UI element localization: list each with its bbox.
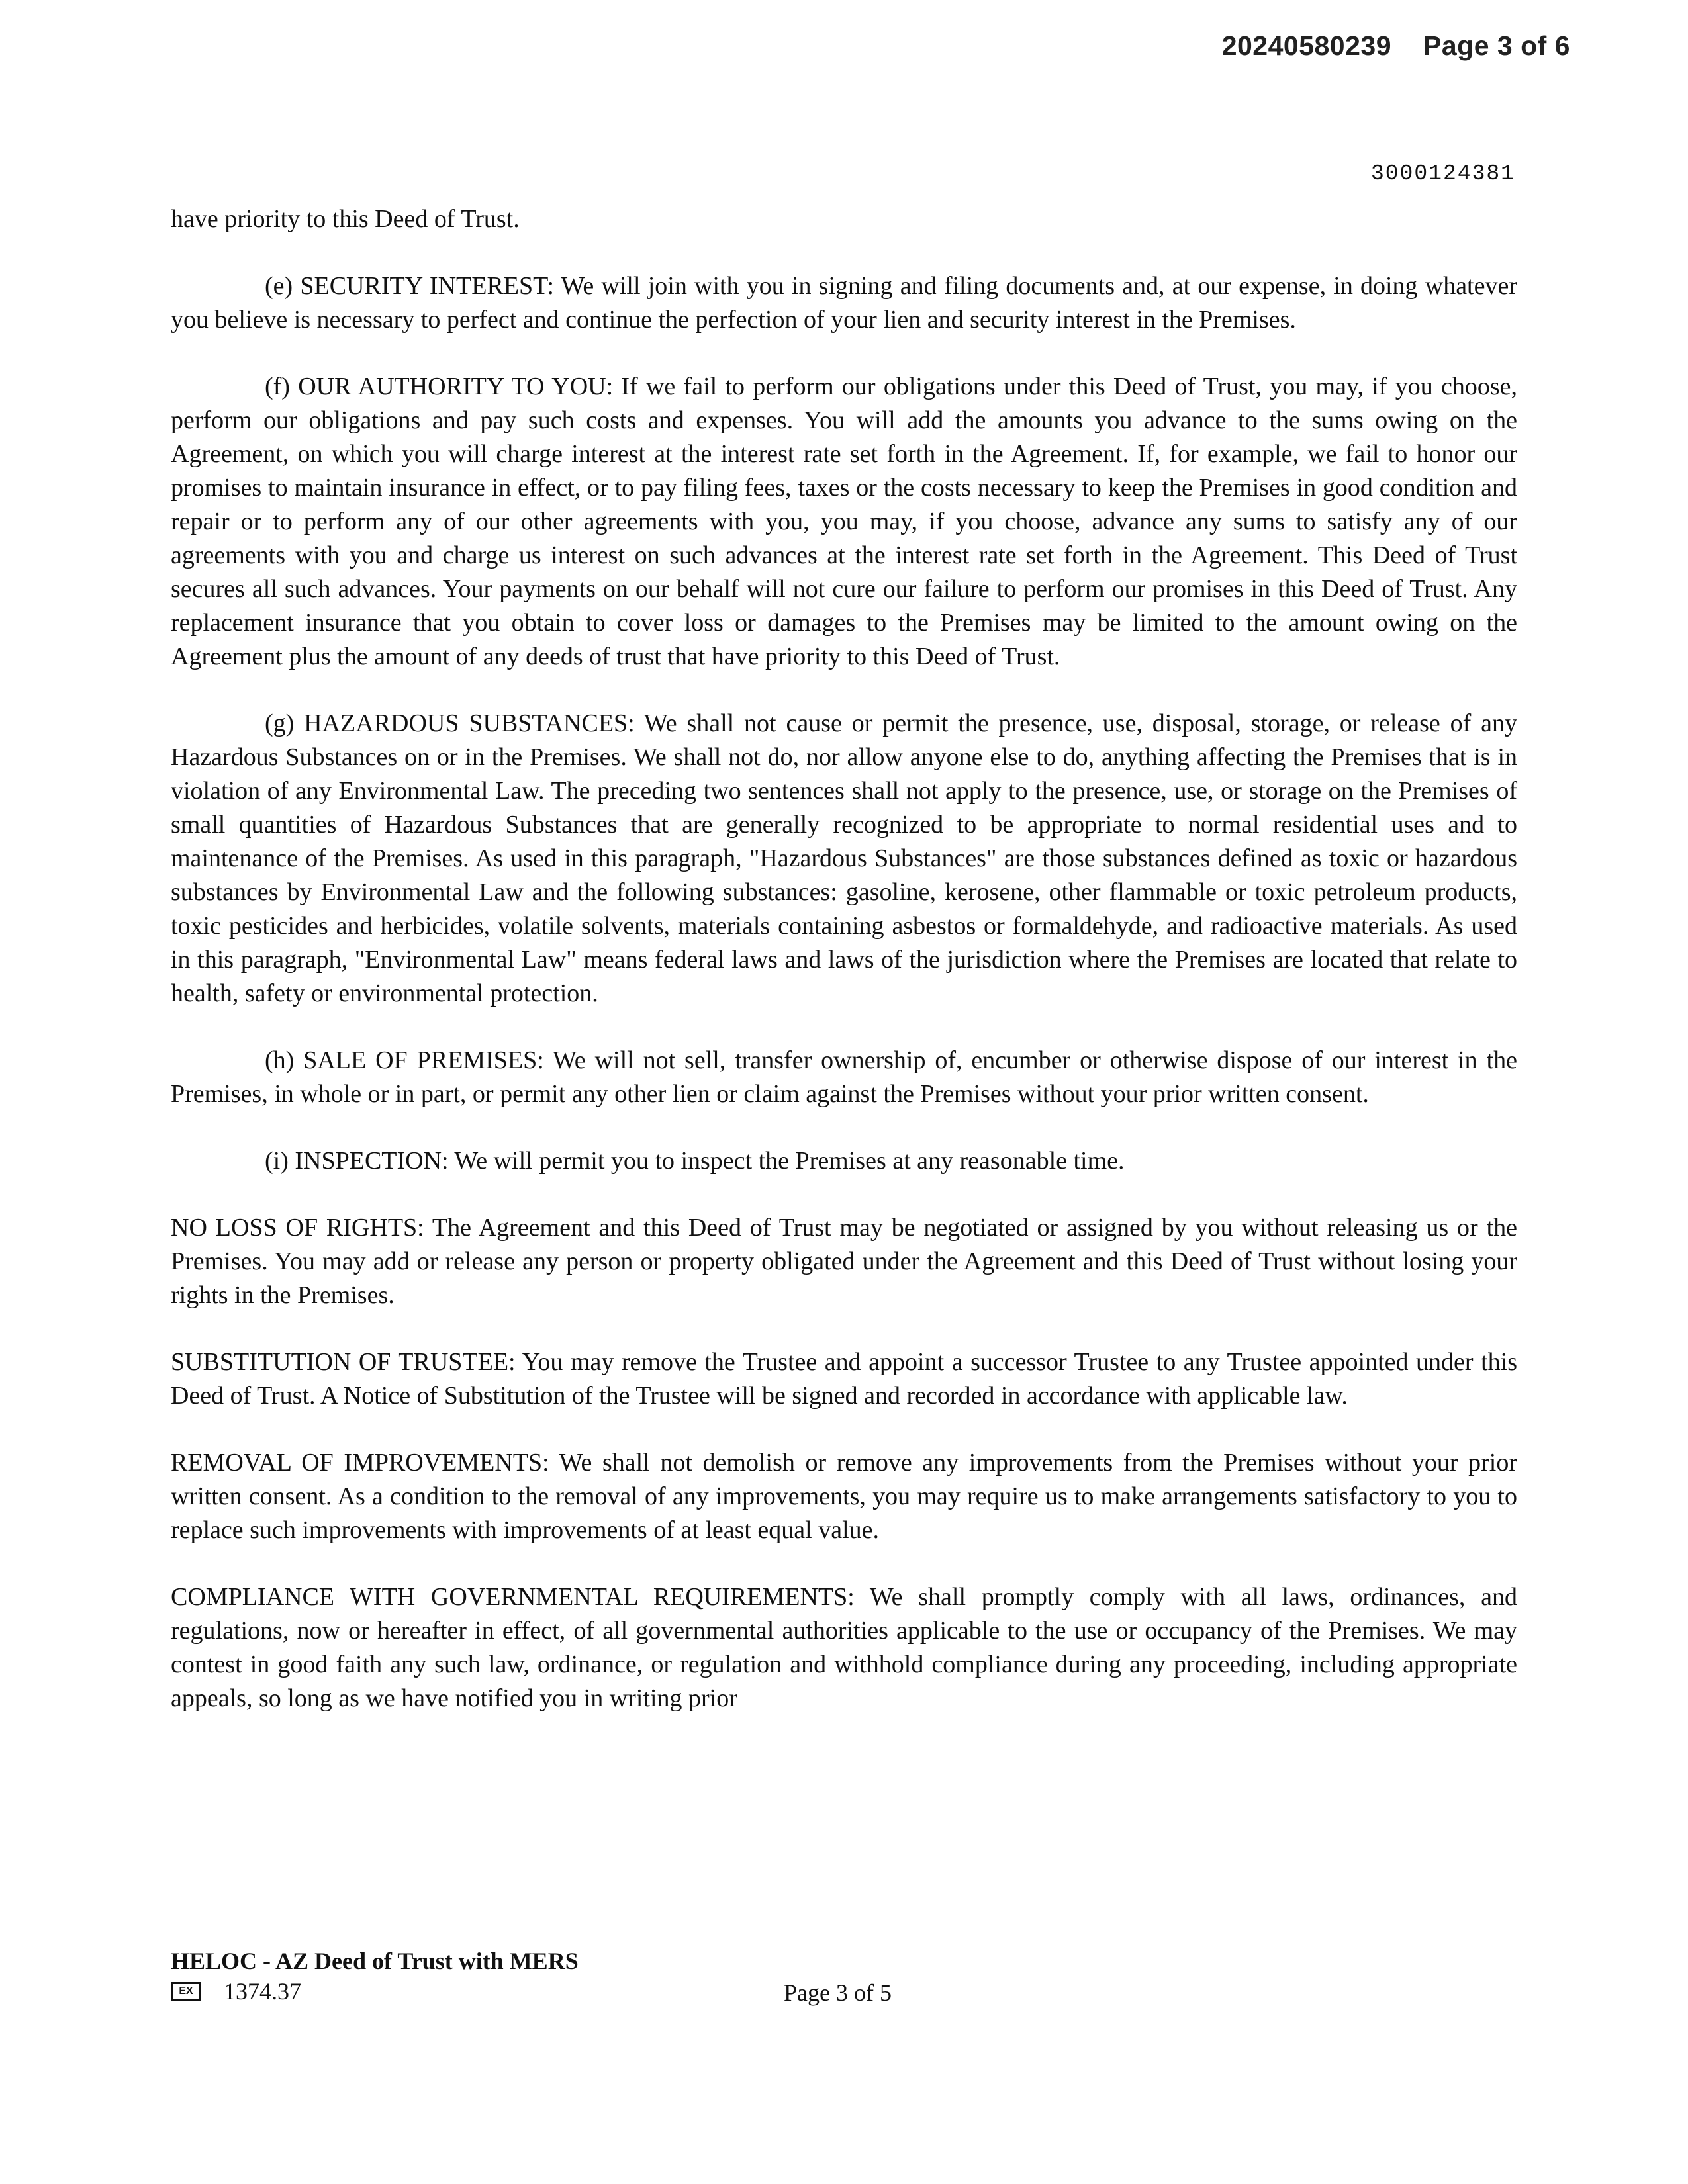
paragraph-continuation: have priority to this Deed of Trust.	[171, 205, 520, 233]
footer-page-number: Page 3 of 5	[784, 1979, 892, 2006]
paragraph-security-interest: (e) SECURITY INTEREST: We will join with you in signing and filing documents and, at our expense, in doing whatever you believe is necessary to perfect and continue the perfection of your lien and security interest in the Premises.	[171, 272, 1517, 334]
form-code-row	[171, 1978, 301, 2005]
ex-form-icon: EX	[171, 1982, 201, 2001]
form-title: HELOC - AZ Deed of Trust with MERS	[171, 1948, 579, 1974]
paragraph-compliance: COMPLIANCE WITH GOVERNMENTAL REQUIREMENTS: We shall promptly comply with all laws, ordinances, and regulations, now or hereafter in effect, of all governmental authorities applicable to the use or occupancy of the Premises. We may contest in good faith any such law, ordinance, or regulation and withhold compliance during any proceeding, including appropriate appeals, so long as we have notified you in writing prior	[171, 1583, 1517, 1712]
form-code: 1374.37	[224, 1978, 301, 2005]
loan-number: 3000124381	[1370, 161, 1515, 186]
paragraph-inspection: (i) INSPECTION: We will permit you to inspect the Premises at any reasonable time.	[265, 1147, 1125, 1175]
paragraph-removal-of-improvements: REMOVAL OF IMPROVEMENTS: We shall not demolish or remove any improvements from the Premises without your prior written consent. As a condition to the removal of any improvements, you may require us to make arrangements satisfactory to you to replace such improvements with improvements of at least equal value.	[171, 1449, 1517, 1544]
paragraph-our-authority: (f) OUR AUTHORITY TO YOU: If we fail to perform our obligations under this Deed of Trust, you may, if you choose, perform our obligations and pay such costs and expenses. You will add the amounts you advance to the sums owing on the Agreement, on which you will charge interest at the interest rate set forth in the Agreement. If, for example, we fail to honor our promises to maintain insurance in effect, or to pay filing fees, taxes or the costs necessary to keep the Premises in good condition and repair or to perform any of our other agreements with you, you may, if you choose, advance any sums to satisfy any of our agreements with you and charge us interest on such advances at the interest rate set forth in the Agreement. This Deed of Trust secures all such advances. Your payments on our behalf will not cure our failure to perform our promises in this Deed of Trust. Any replacement insurance that you obtain to cover loss or damages to the Premises may be limited to the amount owing on the Agreement plus the amount of any deeds of trust that have priority to this Deed of Trust.	[171, 373, 1517, 670]
paragraph-sale-of-premises: (h) SALE OF PREMISES: We will not sell, transfer ownership of, encumber or otherwise dispose of our interest in the Premises, in whole or in part, or permit any other lien or claim against the Premises without your prior written consent.	[171, 1046, 1517, 1108]
paragraph-substitution-of-trustee: SUBSTITUTION OF TRUSTEE: You may remove the Trustee and appoint a successor Trustee to any Trustee appointed under this Deed of Trust. A Notice of Substitution of the Trustee will be signed and recorded in accordance with applicable law.	[171, 1348, 1517, 1410]
document-body	[171, 203, 1517, 1750]
recording-header	[1222, 30, 1570, 62]
recording-number: 20240580239	[1221, 30, 1392, 61]
paragraph-hazardous-substances: (g) HAZARDOUS SUBSTANCES: We shall not cause or permit the presence, use, disposal, storage, or release of any Hazardous Substances on or in the Premises. We shall not do, nor allow anyone else to do, anything affecting the Premises that is in violation of any Environmental Law. The preceding two sentences shall not apply to the presence, use, or storage on the Premises of small quantities of Hazardous Substances that are generally recognized to be appropriate to normal residential uses and to maintenance of the Premises. As used in this paragraph, "Hazardous Substances" are those substances defined as toxic or hazardous substances by Environmental Law and the following substances: gasoline, kerosene, other flammable or toxic petroleum products, toxic pesticides and herbicides, volatile solvents, materials containing asbestos or formaldehyde, and radioactive materials. As used in this paragraph, "Environmental Law" means federal laws and laws of the jurisdiction where the Premises are located that relate to health, safety or environmental protection.	[171, 709, 1517, 1007]
paragraph-no-loss-of-rights: NO LOSS OF RIGHTS: The Agreement and this Deed of Trust may be negotiated or assigned by you without releasing us or the Premises. You may add or release any person or property obligated under the Agreement and this Deed of Trust without losing your rights in the Premises.	[171, 1214, 1517, 1309]
recording-page-label: Page 3 of 6	[1423, 30, 1570, 61]
